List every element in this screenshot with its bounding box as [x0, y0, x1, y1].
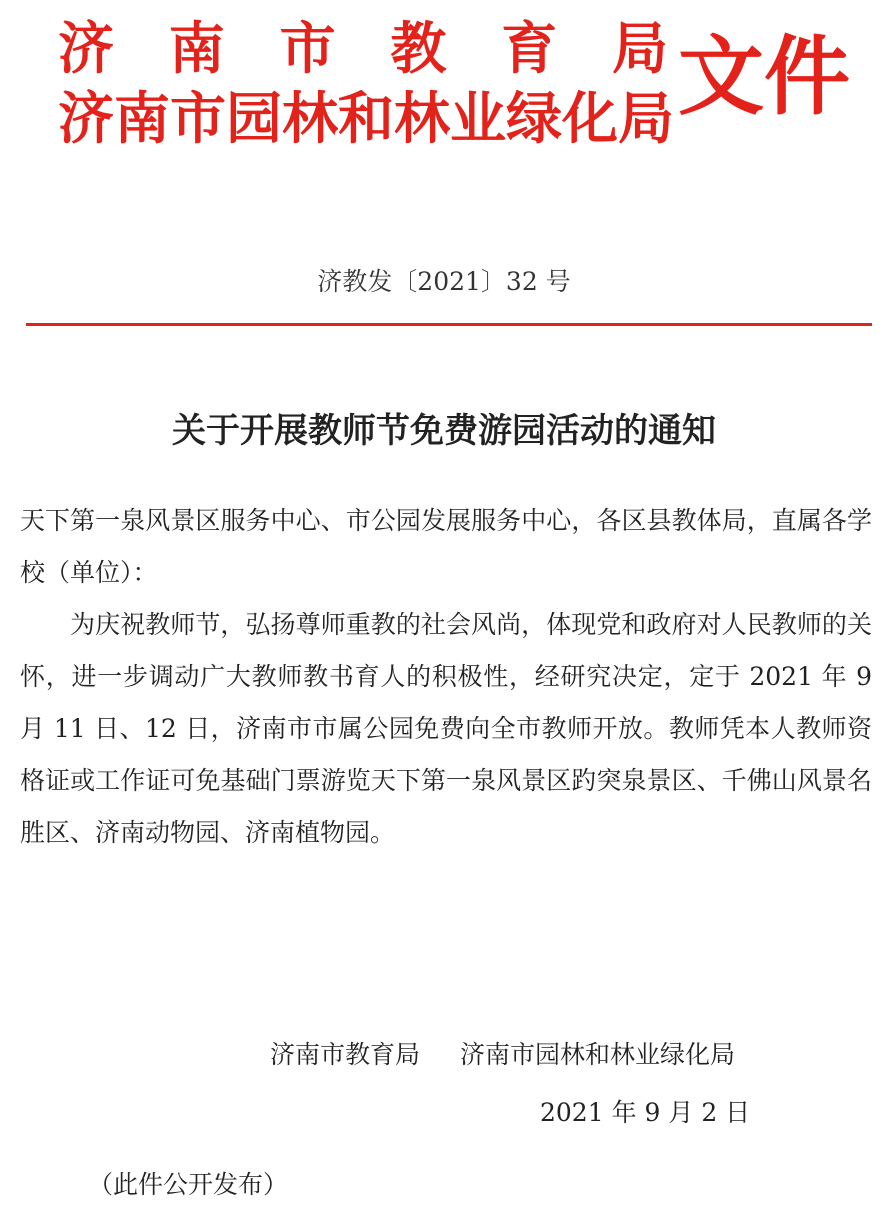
document-body: [20, 495, 872, 859]
document-title: 关于开展教师节免费游园活动的通知: [172, 411, 716, 451]
signature-organizations: [270, 1030, 850, 1080]
publication-note: （此件公开发布）: [88, 1170, 289, 1199]
issuer-line-2: 济南市园林和林业绿化局: [58, 86, 674, 152]
issuer-line-1: 济 南 市 教 育 局: [58, 16, 668, 82]
red-divider: [26, 323, 872, 326]
document-number: 济教发〔2021〕32 号: [317, 267, 571, 296]
recipients-paragraph: 天下第一泉风景区服务中心、市公园发展服务中心，各区县教体局，直属各学校（单位）：: [20, 506, 872, 587]
signature-org-education: 济南市教育局: [270, 1040, 421, 1069]
signature-date: 2021 年 9 月 2 日: [540, 1098, 751, 1127]
signature-org-forestry: 济南市园林和林业绿化局: [460, 1040, 736, 1069]
main-paragraph: 为庆祝教师节，弘扬尊师重教的社会风尚，体现党和政府对人民教师的关怀，进一步调动广大教师教书育人的积极性，经研究决定，定于 2021 年 9 月 11 日、12 日，济南市市属公园免费向全市教师开放。教师凭本人教师资格证或工作证可免基础门票游览天下第一泉风景区趵突泉景区、千佛山风景名胜区、济南动物园、济南植物园。: [20, 610, 872, 847]
document-word: 文件: [678, 26, 850, 127]
